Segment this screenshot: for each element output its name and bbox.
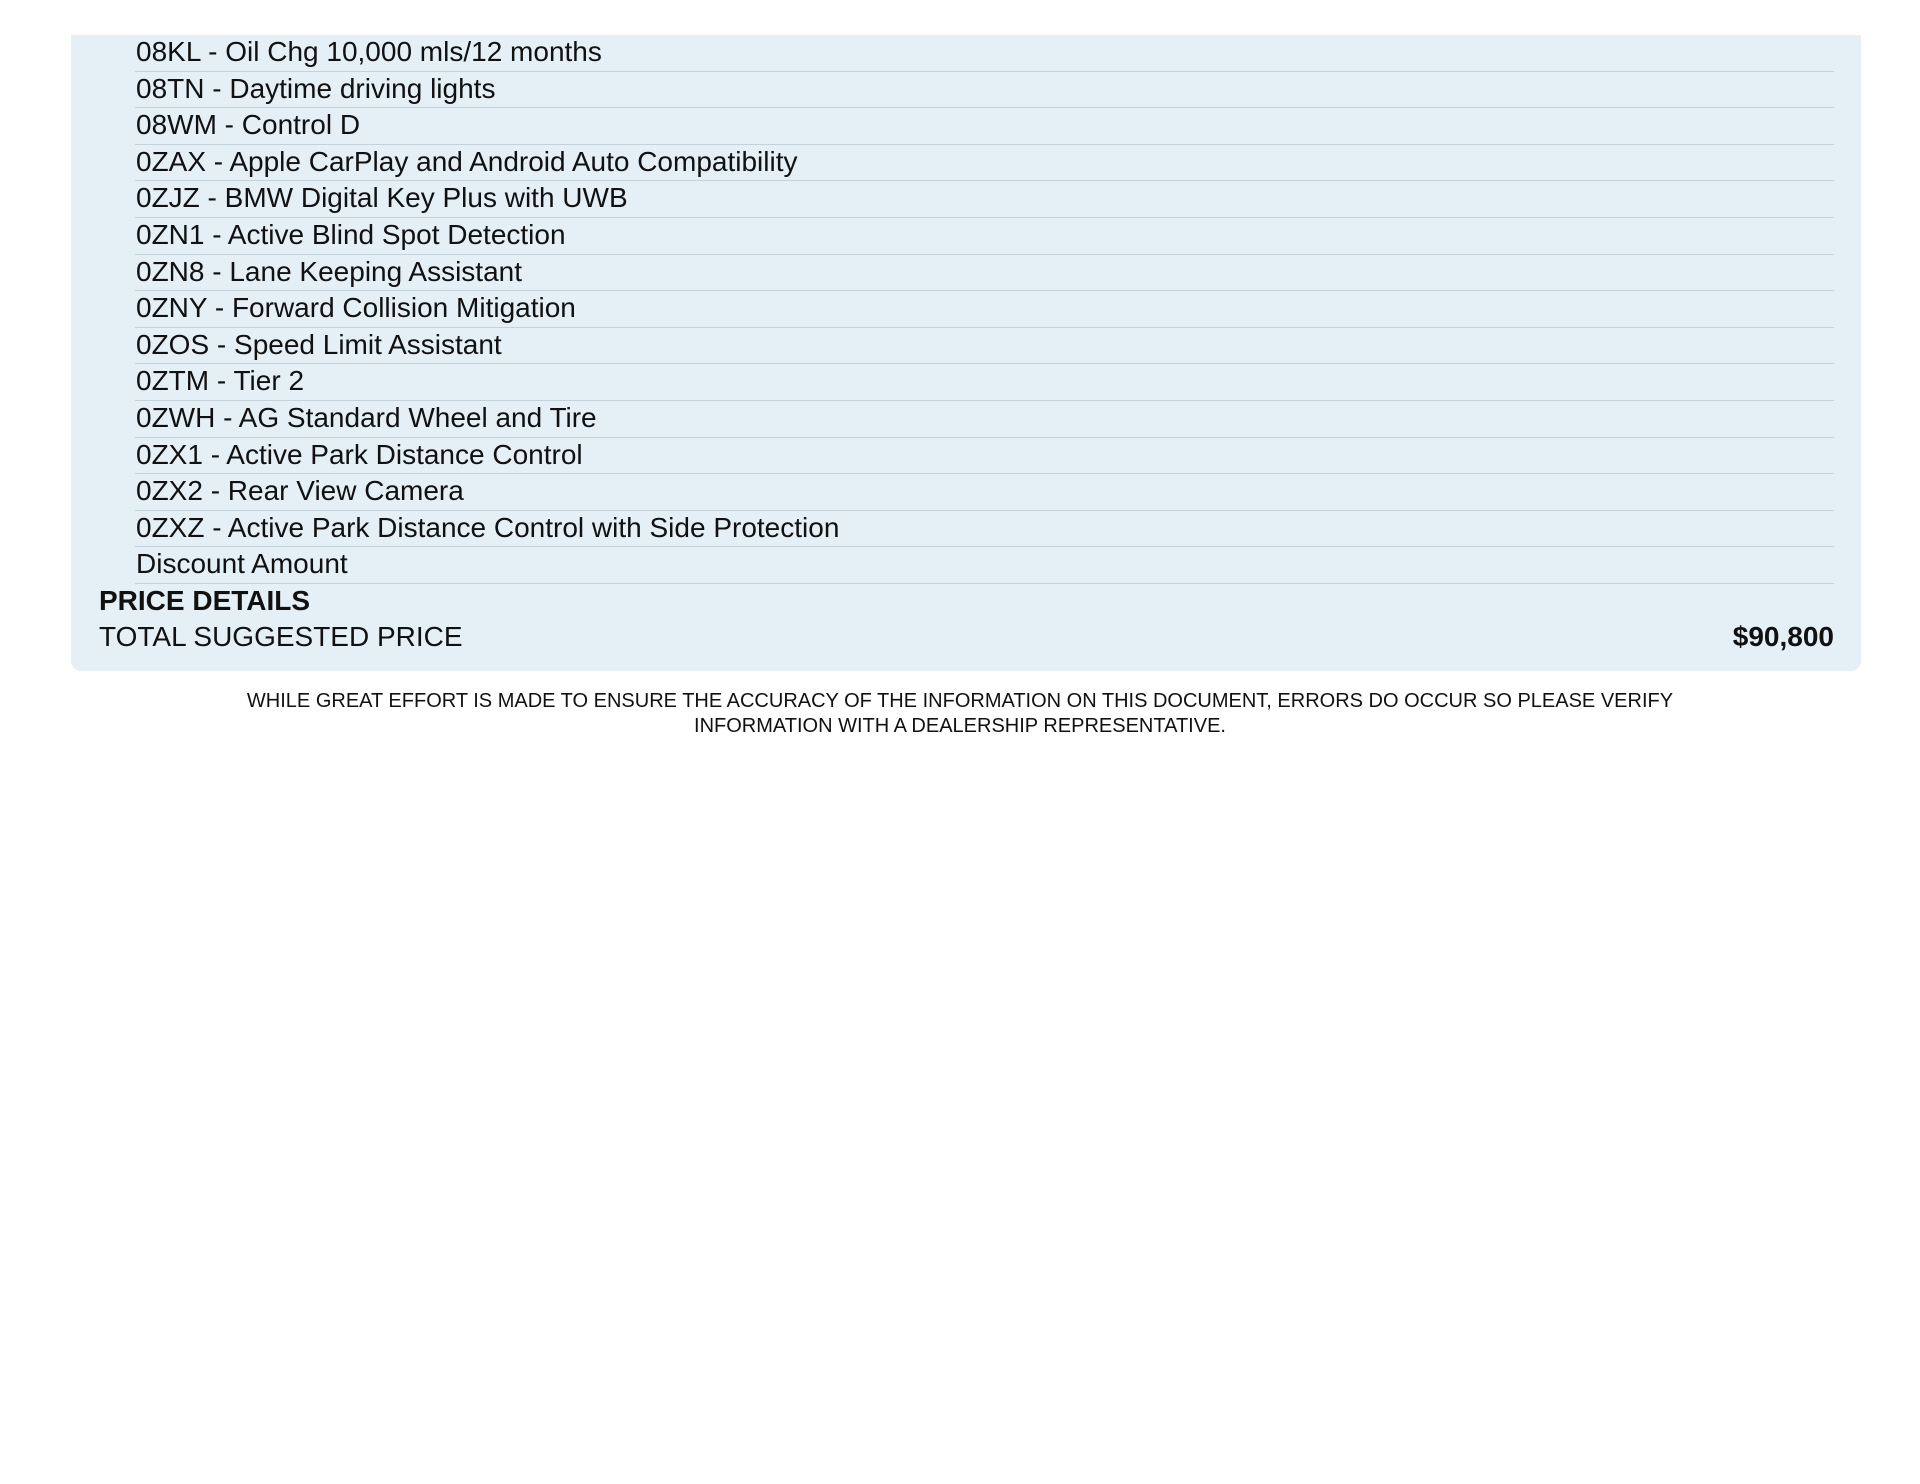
options-list (135, 35, 1834, 584)
option-row: 0ZX1 - Active Park Distance Control (135, 438, 1834, 475)
option-row: 08WM - Control D (135, 108, 1834, 145)
total-price-label: TOTAL SUGGESTED PRICE (99, 621, 463, 652)
disclaimer-line-1: WHILE GREAT EFFORT IS MADE TO ENSURE THE ACCURACY OF THE INFORMATION ON THIS DOCUMENT, ERRORS DO OCCUR SO PLEASE VERIFY (246, 690, 1674, 712)
option-row: 0ZXZ - Active Park Distance Control with Side Protection (135, 511, 1834, 548)
option-row: 0ZNY - Forward Collision Mitigation (135, 291, 1834, 328)
option-row: 0ZX2 - Rear View Camera (135, 474, 1834, 511)
option-row: 0ZJZ - BMW Digital Key Plus with UWB (135, 181, 1834, 218)
discount-amount-row: Discount Amount (135, 547, 1834, 584)
option-row: 08KL - Oil Chg 10,000 mls/12 months (135, 35, 1834, 72)
disclaimer-line-2: INFORMATION WITH A DEALERSHIP REPRESENTATIVE. (694, 715, 1226, 737)
price-details-heading: PRICE DETAILS (99, 585, 311, 616)
option-row: 0ZTM - Tier 2 (135, 364, 1834, 401)
total-price-value: $90,800 (1732, 621, 1834, 652)
disclaimer (150, 689, 1770, 739)
option-row: 0ZWH - AG Standard Wheel and Tire (135, 401, 1834, 438)
option-row: 0ZN8 - Lane Keeping Assistant (135, 255, 1834, 292)
option-row: 0ZOS - Speed Limit Assistant (135, 328, 1834, 365)
total-price-row (99, 619, 1834, 657)
options-panel (71, 35, 1861, 671)
option-row: 0ZN1 - Active Blind Spot Detection (135, 218, 1834, 255)
option-row: 0ZAX - Apple CarPlay and Android Auto Compatibility (135, 145, 1834, 182)
option-row: 08TN - Daytime driving lights (135, 72, 1834, 109)
